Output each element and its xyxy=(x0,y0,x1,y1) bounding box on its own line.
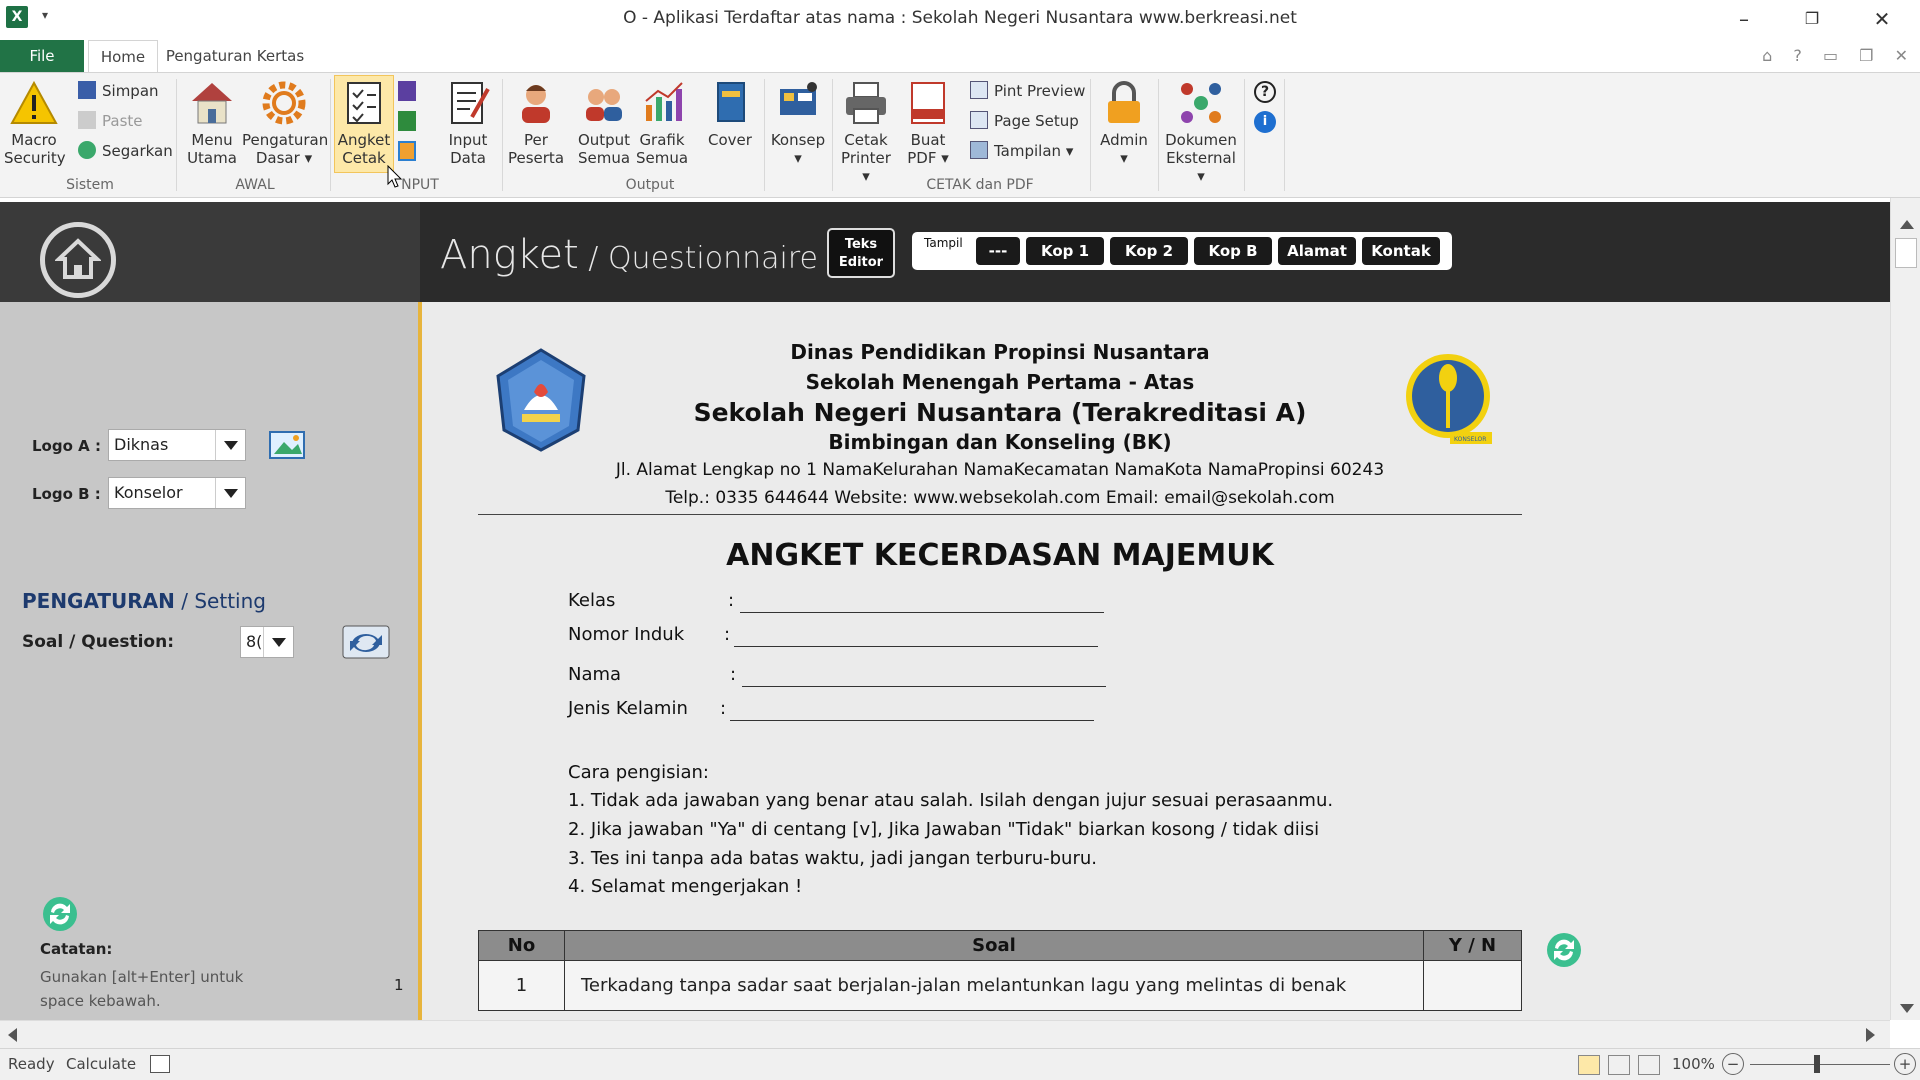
instruction-3: 3. Tes ini tanpa ada batas waktu, jadi jangan terburu-buru. xyxy=(568,848,1097,869)
restore-icon[interactable]: ❐ xyxy=(1804,9,1820,28)
konsep-label: Konsep xyxy=(770,131,826,149)
simpan-label: Simpan xyxy=(102,82,159,100)
row-yn-cell[interactable] xyxy=(1424,961,1522,1011)
dokumen-eksternal-label-2: Eksternal xyxy=(1166,149,1236,167)
tab-pengaturan-kertas[interactable]: Pengaturan Kertas xyxy=(165,47,305,65)
angket-cetak-label-2: Cetak xyxy=(342,149,386,167)
per-peserta-label-2: Peserta xyxy=(507,149,565,167)
logo-b-value: Konselor xyxy=(114,483,183,502)
zoom-slider-thumb[interactable] xyxy=(1814,1055,1820,1073)
angket-cetak-label-1: Angket xyxy=(337,131,391,149)
edit-document-icon xyxy=(444,79,492,127)
per-peserta-button[interactable] xyxy=(506,79,566,167)
row-soal-cell[interactable]: Terkadang tanpa sadar saat berjalan-jalan melantunkan lagu yang melintas di benak xyxy=(565,961,1424,1011)
quick-access-dropdown-icon[interactable]: ▾ xyxy=(42,8,49,22)
group-awal-label: AWAL xyxy=(235,177,275,193)
catatan-line-2: space kebawah. xyxy=(40,992,161,1010)
lock-icon xyxy=(1100,79,1148,127)
pdf-icon xyxy=(904,79,952,127)
catatan-line-1: Gunakan [alt+Enter] untuk xyxy=(40,968,244,986)
title-bar xyxy=(0,0,1920,38)
mouse-cursor-icon xyxy=(387,165,403,189)
tools-icon xyxy=(1177,79,1225,127)
tampil-bar xyxy=(912,232,1452,270)
logo-a-value: Diknas xyxy=(114,435,169,454)
page-title-slash: / xyxy=(578,241,608,276)
soal-count-value: 8( xyxy=(246,632,263,651)
page-setup-button[interactable] xyxy=(970,111,1079,131)
group-separator xyxy=(1090,79,1091,191)
view-icon xyxy=(970,141,988,159)
macro-record-icon[interactable] xyxy=(150,1055,170,1073)
group-students-icon xyxy=(580,79,628,127)
teks-editor-label-2: Editor xyxy=(838,255,884,270)
questionnaire-sheet xyxy=(478,330,1522,1020)
paste-icon xyxy=(78,111,96,129)
vertical-scroll-thumb[interactable] xyxy=(1895,238,1917,268)
page-setup-label: Page Setup xyxy=(994,112,1079,130)
paste-label: Paste xyxy=(102,112,143,130)
buat-pdf-label-2: PDF xyxy=(907,149,937,167)
cetak-printer-label-1: Cetak xyxy=(844,131,888,149)
alamat-button[interactable]: Alamat xyxy=(1278,237,1356,265)
input-data-label-2: Data xyxy=(450,149,486,167)
menu-utama-label-1: Menu xyxy=(191,131,233,149)
page-setup-icon xyxy=(970,111,988,129)
kop-divider xyxy=(478,514,1522,515)
question-table xyxy=(478,930,1522,1011)
zoom-slider[interactable] xyxy=(1750,1064,1890,1065)
paste-button[interactable] xyxy=(78,111,143,131)
input-data-label-1: Input xyxy=(448,131,488,149)
field-jenis-kelamin-label: Jenis Kelamin xyxy=(568,698,688,719)
page-break-view-icon[interactable] xyxy=(1638,1055,1660,1075)
zoom-in-icon[interactable]: + xyxy=(1894,1053,1916,1075)
chevron-down-icon[interactable] xyxy=(215,478,245,508)
chevron-down-icon[interactable] xyxy=(263,627,293,657)
printer-icon xyxy=(842,79,890,127)
home-button[interactable] xyxy=(40,222,116,298)
output-semua-label-2: Semua xyxy=(577,149,631,167)
teks-editor-label-1: Teks xyxy=(844,237,878,252)
refresh-icon[interactable] xyxy=(42,896,78,932)
menu-utama-label-2: Utama xyxy=(187,149,237,167)
dokumen-eksternal-label-1: Dokumen xyxy=(1165,131,1237,149)
home-icon xyxy=(55,237,101,283)
kop-line-4: Bimbingan dan Konseling (BK) xyxy=(828,430,1172,454)
input-data-button[interactable] xyxy=(438,79,498,167)
kop-line-2: Sekolah Menengah Pertama - Atas xyxy=(805,370,1195,394)
status-bar xyxy=(0,1048,1920,1080)
instruction-heading: Cara pengisian: xyxy=(568,762,709,783)
kop-none-button[interactable]: --- xyxy=(976,237,1020,265)
doc-green-icon[interactable] xyxy=(398,111,416,131)
group-separator xyxy=(502,79,503,191)
warning-icon xyxy=(10,79,58,127)
page-title xyxy=(440,232,818,278)
setting-heading xyxy=(22,589,266,613)
macro-security-button[interactable] xyxy=(4,79,64,167)
catatan-text xyxy=(40,965,243,1013)
dokumen-eksternal-button[interactable]: Dokumen Eksternal ▾ xyxy=(1162,79,1240,185)
instruction-4: 4. Selamat mengerjakan ! xyxy=(568,876,803,897)
help-icon[interactable]: ? xyxy=(1254,81,1276,103)
sync-icon[interactable] xyxy=(342,625,390,659)
field-nama-colon: : xyxy=(730,664,737,685)
horizontal-scrollbar[interactable] xyxy=(0,1020,1890,1048)
cetak-printer-button[interactable]: Cetak Printer ▾ xyxy=(836,79,896,185)
instruction-2: 2. Jika jawaban "Ya" di centang [v], Jika Jawaban "Tidak" biarkan kosong / tidak diisi xyxy=(568,819,1320,840)
field-kelas-line xyxy=(740,612,1104,613)
pengaturan-dasar-label-2: Dasar xyxy=(255,149,300,167)
admin-label: Admin xyxy=(1100,131,1148,149)
cetak-printer-label-2: Printer xyxy=(841,149,891,167)
gear-icon xyxy=(260,79,308,127)
bar-chart-icon xyxy=(638,79,686,127)
print-preview-label: Pint Preview xyxy=(994,82,1086,100)
tampil-label: Tampil xyxy=(924,236,963,250)
cover-button[interactable] xyxy=(700,79,760,149)
logo-a-label: Logo A : xyxy=(32,437,101,455)
col-soal-header: Soal xyxy=(565,931,1424,961)
cover-label: Cover xyxy=(708,131,752,149)
kop-line-1: Dinas Pendidikan Propinsi Nusantara xyxy=(790,340,1210,364)
page-title-main: Angket xyxy=(440,232,579,278)
scroll-left-icon[interactable] xyxy=(8,1028,17,1042)
row-no-cell: 1 xyxy=(479,961,565,1011)
kop-2-button[interactable]: Kop 2 xyxy=(1110,237,1188,265)
logo-b-select[interactable] xyxy=(108,477,246,509)
status-calculate[interactable]: Calculate xyxy=(66,1055,137,1073)
teks-editor-button[interactable] xyxy=(827,228,895,278)
group-separator xyxy=(1244,79,1245,191)
soal-label: Soal / Question: xyxy=(22,632,175,652)
checklist-icon xyxy=(340,79,388,127)
group-input-label: NPUT xyxy=(401,177,439,193)
tab-home[interactable]: Home xyxy=(88,40,158,72)
pengaturan-dasar-button[interactable]: Pengaturan Dasar ▾ xyxy=(242,79,326,167)
col-no-header: No xyxy=(479,931,565,961)
doc-purple-icon[interactable] xyxy=(398,81,416,101)
admin-button[interactable]: Admin ▾ xyxy=(1094,79,1154,167)
scroll-up-icon[interactable] xyxy=(1900,220,1914,229)
book-icon xyxy=(706,79,754,127)
field-jenis-kelamin-colon: : xyxy=(720,698,727,719)
questionnaire-title: ANGKET KECERDASAN MAJEMUK xyxy=(726,538,1274,573)
field-kelas-label: Kelas xyxy=(568,590,616,611)
scroll-right-icon[interactable] xyxy=(1866,1028,1875,1042)
refresh-table-icon[interactable] xyxy=(1546,932,1582,968)
per-peserta-label-1: Per xyxy=(524,131,548,149)
doc-orange-icon[interactable] xyxy=(398,141,416,161)
menu-utama-button[interactable] xyxy=(182,79,242,167)
vertical-scrollbar[interactable] xyxy=(1890,198,1920,1020)
macro-security-label-2: Security xyxy=(4,149,66,167)
setting-heading-sub: / Setting xyxy=(174,589,266,613)
group-separator xyxy=(832,79,833,191)
kop-line-3: Sekolah Negeri Nusantara (Terakreditasi A) xyxy=(693,398,1307,427)
tampilan-button[interactable]: Tampilan ▾ xyxy=(970,141,1073,161)
table-row xyxy=(479,961,1522,1011)
logo-b-label: Logo B : xyxy=(32,485,101,503)
close-icon[interactable]: ✕ xyxy=(1873,7,1891,31)
info-icon[interactable]: i xyxy=(1254,111,1276,133)
output-semua-button[interactable] xyxy=(574,79,634,167)
field-jenis-kelamin-line xyxy=(730,720,1094,721)
catatan-title: Catatan: xyxy=(40,940,113,958)
student-icon xyxy=(512,79,560,127)
field-nomor-induk-line xyxy=(734,646,1098,647)
simpan-button[interactable] xyxy=(78,81,159,101)
row-number: 1 xyxy=(394,976,404,994)
ribbon xyxy=(0,72,1920,198)
refresh-icon xyxy=(78,141,96,159)
output-semua-label-1: Output xyxy=(577,131,631,149)
zoom-level[interactable]: 100% xyxy=(1672,1055,1715,1073)
group-output-label: Output xyxy=(625,177,675,193)
logo-a-select[interactable] xyxy=(108,429,246,461)
field-nomor-induk-label: Nomor Induk xyxy=(568,624,685,645)
konselor-logo-text: KONSELOR xyxy=(1454,436,1487,443)
group-separator xyxy=(1158,79,1159,191)
kop-b-button[interactable]: Kop B xyxy=(1194,237,1272,265)
window-title: O - Aplikasi Terdaftar atas nama : Sekolah Negeri Nusantara www.berkreasi.net xyxy=(623,8,1297,28)
page-layout-view-icon[interactable] xyxy=(1608,1055,1630,1075)
konsep-button[interactable]: Konsep ▾ xyxy=(768,79,828,167)
scroll-down-icon[interactable] xyxy=(1900,1004,1914,1013)
kop-address: Jl. Alamat Lengkap no 1 NamaKelurahan NamaKecamatan NamaKota NamaPropinsi 60243 xyxy=(615,460,1385,480)
field-kelas-colon: : xyxy=(728,590,735,611)
ribbon-window-icons[interactable]: ⌂ ? ▭ ❐ ✕ xyxy=(1762,46,1916,65)
group-separator xyxy=(764,79,765,191)
normal-view-icon[interactable] xyxy=(1578,1055,1600,1075)
chevron-down-icon[interactable] xyxy=(215,430,245,460)
instruction-1: 1. Tidak ada jawaban yang benar atau salah. Isilah dengan jujur sesuai perasaanmu. xyxy=(568,790,1334,811)
excel-app-icon[interactable]: X xyxy=(6,6,28,28)
presentation-icon xyxy=(774,79,822,127)
macro-security-label-1: Macro xyxy=(11,131,57,149)
ribbon-tabs xyxy=(0,38,1920,72)
kop-contact: Telp.: 0335 644644 Website: www.websekolah.com Email: email@sekolah.com xyxy=(665,488,1335,508)
segarkan-button[interactable] xyxy=(78,141,173,161)
tab-file[interactable]: File xyxy=(0,40,84,72)
field-nama-line xyxy=(742,686,1106,687)
group-separator xyxy=(330,79,331,191)
field-nama-label: Nama xyxy=(568,664,622,685)
group-separator xyxy=(176,79,177,191)
status-ready: Ready xyxy=(8,1055,55,1073)
segarkan-label: Segarkan xyxy=(102,142,173,160)
image-picker-icon[interactable] xyxy=(268,430,308,462)
zoom-out-icon[interactable]: − xyxy=(1722,1053,1744,1075)
kop-1-button[interactable]: Kop 1 xyxy=(1026,237,1104,265)
grafik-semua-label-2: Semua xyxy=(635,149,689,167)
minimize-icon[interactable]: – xyxy=(1739,7,1749,31)
print-preview-button[interactable] xyxy=(970,81,1085,101)
buat-pdf-button[interactable]: Buat PDF ▾ xyxy=(898,79,958,167)
group-separator xyxy=(1284,79,1285,191)
save-icon xyxy=(78,81,96,99)
pengaturan-dasar-label-1: Pengaturan xyxy=(242,131,329,149)
grafik-semua-button[interactable] xyxy=(632,79,692,167)
house-icon xyxy=(188,79,236,127)
field-nomor-induk-colon: : xyxy=(724,624,731,645)
preview-icon xyxy=(970,81,988,99)
col-yn-header: Y / N xyxy=(1424,931,1522,961)
buat-pdf-label-1: Buat xyxy=(910,131,946,149)
group-sistem-label: Sistem xyxy=(66,177,114,193)
setting-heading-main: PENGATURAN xyxy=(22,589,175,613)
grafik-semua-label-1: Grafik xyxy=(639,131,685,149)
angket-cetak-button[interactable] xyxy=(334,79,394,167)
soal-count-select[interactable] xyxy=(240,626,294,658)
page-title-sub: Questionnaire xyxy=(607,241,818,276)
group-cetak-label: CETAK dan PDF xyxy=(926,177,1034,193)
tampilan-label: Tampilan xyxy=(994,142,1062,160)
kontak-button[interactable]: Kontak xyxy=(1362,237,1440,265)
